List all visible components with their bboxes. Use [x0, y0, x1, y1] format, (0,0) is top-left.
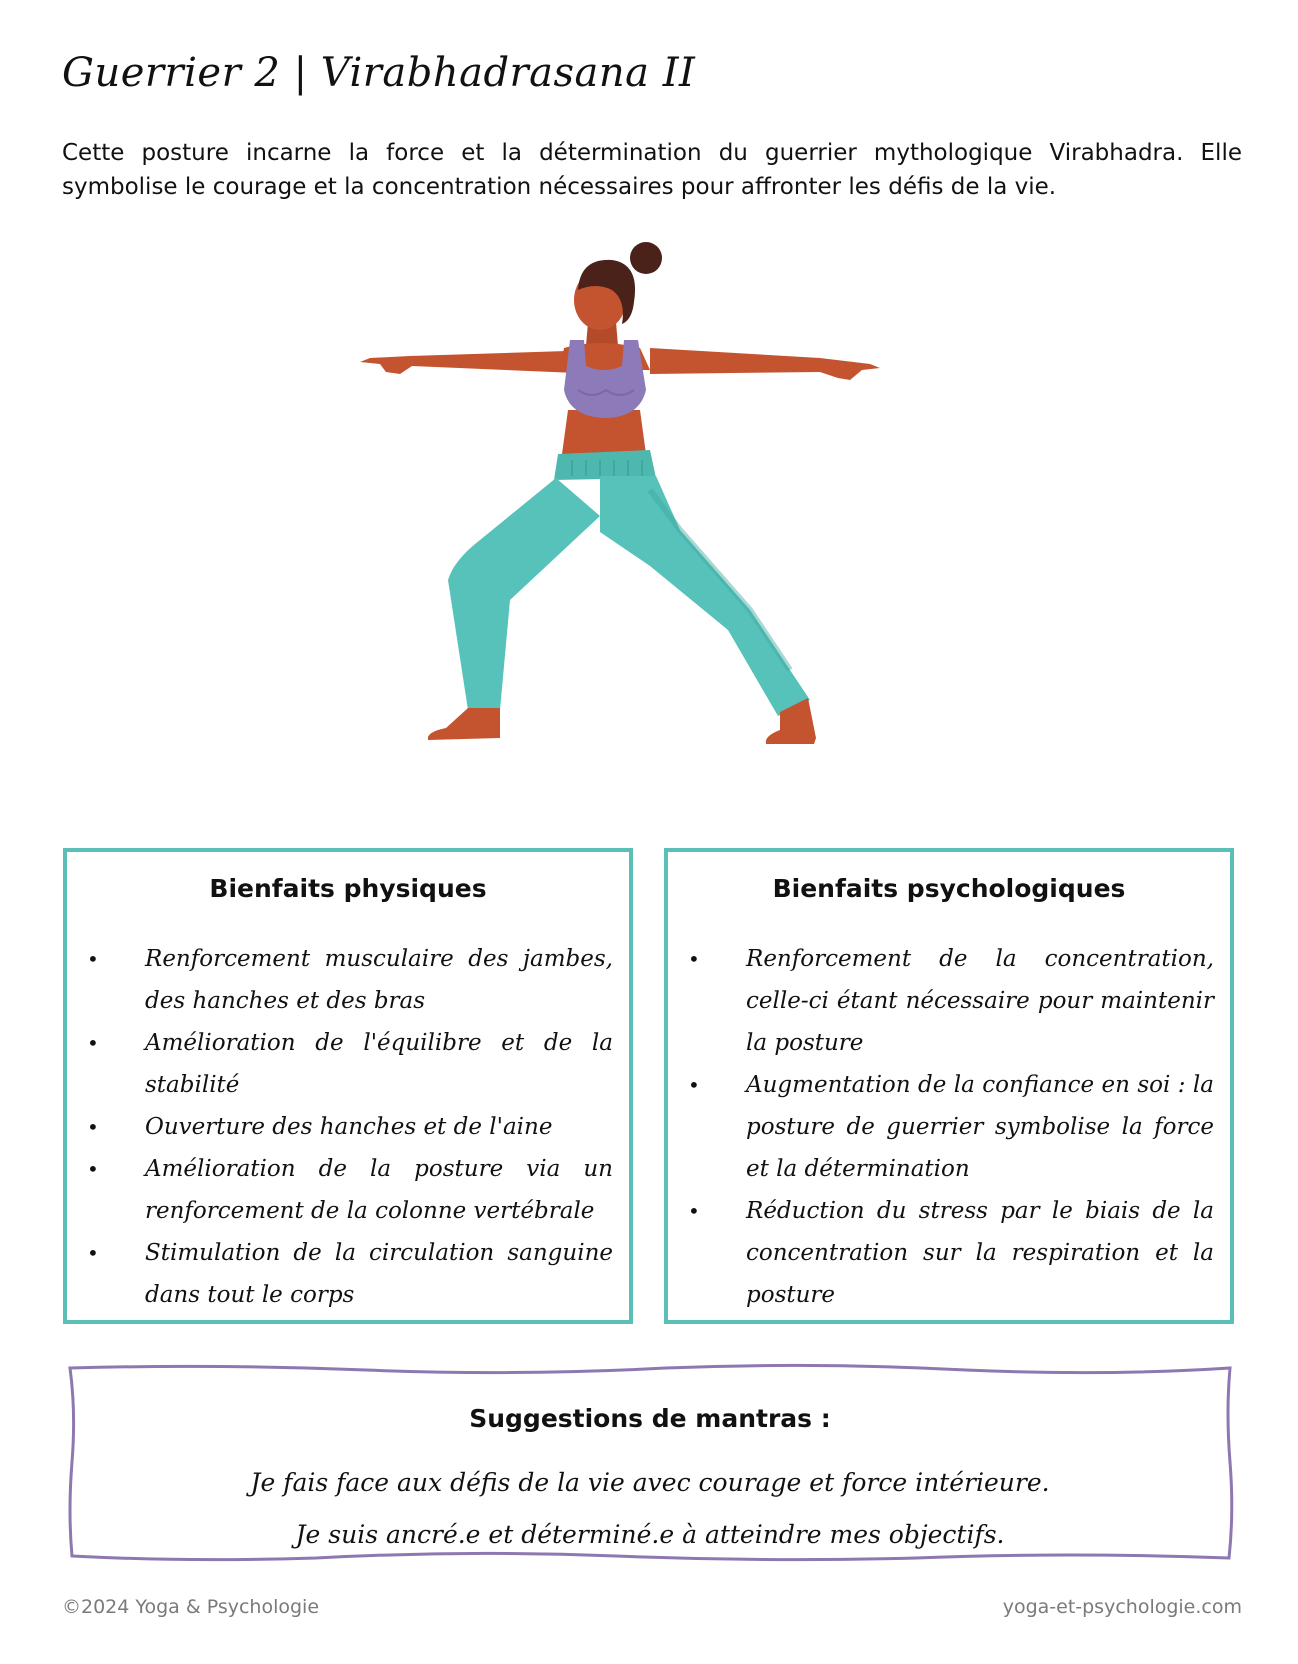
physical-benefits-list [67, 938, 629, 1316]
intro-paragraph: Cette posture incarne la force et la détermination du guerrier mythologique Virabhadra. Elle symbolise le courage et la concentration nécessaires pour affronter les défis de la vie. [62, 140, 1242, 200]
psychological-benefits-box [664, 848, 1234, 1324]
footer-copyright: ©2024 Yoga & Psychologie [62, 1596, 320, 1618]
mantras-box [66, 1362, 1234, 1562]
mantra-line: Je suis ancré.e et déterminé.e à atteindre mes objectifs. [295, 1520, 1005, 1549]
mantras-title: Suggestions de mantras : [469, 1404, 831, 1433]
list-item [668, 1190, 1230, 1316]
list-item-text: Augmentation de la confiance en soi : la posture de guerrier symbolise la force et la détermination [746, 1072, 1214, 1182]
physical-benefits-box [63, 848, 633, 1324]
list-item [67, 1106, 629, 1148]
list-item [67, 1022, 629, 1106]
footer-website: yoga-et-psychologie.com [1002, 1596, 1242, 1618]
list-item [668, 1064, 1230, 1190]
list-item-text: Ouverture des hanches et de l'aine [145, 1114, 553, 1140]
bullet-icon: • [688, 1199, 700, 1223]
list-item-text: Renforcement musculaire des jambes, des hanches et des bras [145, 946, 613, 1014]
bullet-icon: • [87, 947, 99, 971]
yoga-warrior-2-illustration [350, 240, 950, 800]
list-item-text: Renforcement de la concentration, celle-ci étant nécessaire pour maintenir la posture [746, 946, 1214, 1056]
bullet-icon: • [688, 1073, 700, 1097]
psychological-benefits-list [668, 938, 1230, 1316]
mantra-line: Je fais face aux défis de la vie avec courage et force intérieure. [250, 1468, 1050, 1497]
bullet-icon: • [87, 1115, 99, 1139]
bullet-icon: • [87, 1031, 99, 1055]
list-item-text: Amélioration de la posture via un renforcement de la colonne vertébrale [145, 1156, 613, 1224]
list-item-text: Réduction du stress par le biais de la concentration sur la respiration et la posture [746, 1198, 1214, 1308]
physical-benefits-title: Bienfaits physiques [209, 874, 487, 903]
bullet-icon: • [87, 1241, 99, 1265]
list-item-text: Amélioration de l'équilibre et de la stabilité [145, 1030, 613, 1098]
list-item [67, 938, 629, 1022]
psychological-benefits-title: Bienfaits psychologiques [772, 874, 1126, 903]
page-title: Guerrier 2 | Virabhadrasana II [62, 50, 696, 96]
list-item [668, 938, 1230, 1064]
bullet-icon: • [688, 947, 700, 971]
list-item [67, 1148, 629, 1232]
list-item [67, 1232, 629, 1316]
list-item-text: Stimulation de la circulation sanguine dans tout le corps [145, 1240, 613, 1308]
bullet-icon: • [87, 1157, 99, 1181]
